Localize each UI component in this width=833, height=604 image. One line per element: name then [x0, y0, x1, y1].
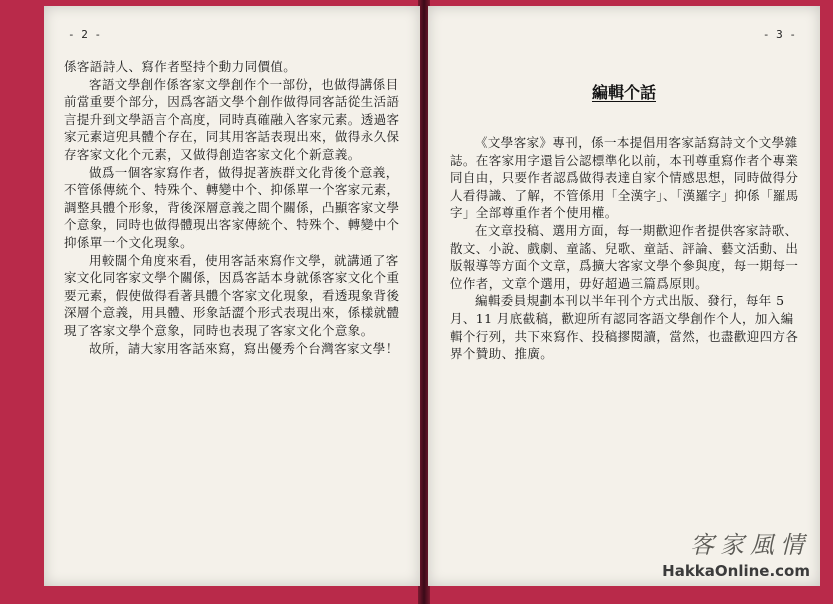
right-page-body: [450, 134, 800, 363]
paragraph: 用較闊个角度來看，使用客話來寫作文學，就講通了客家文化同客家文學个關係，因爲客話本身就係客家文化个重要元素，假使做得看著具體个客家文化現象，看透現象背後深層个意義，用具體、形象話澀个形式表現出來，係樣就體現了客家文學个意象，同時也表現了客家文化个意象。: [64, 252, 400, 338]
paragraph: 《文學客家》專刊，係一本提倡用客家話寫詩文个文學雜誌。在客家用字還旨公認標準化以前，本刊尊重寫作者个專業同自由，只要作者認爲做得表達自家个情感思想，同時做得分人看得識、了解，不管係用「全漢字」、「漢羅字」抑係「羅馬字」全部尊重作者个使用權。: [450, 135, 799, 221]
left-page-body: [64, 58, 410, 357]
watermark-logo: [662, 525, 810, 580]
paragraph: 編輯委員規劃本刊以半年刊个方式出版、發行，每年 5 月、11 月底截稿，歡迎所有認同客語文學創作个人，加入編輯个行列，共下來寫作、投稿摎閱讀，當然，也盡歡迎四方各界个贊助、推廣。: [450, 293, 799, 362]
title-text: 編輯个話: [591, 83, 656, 102]
page-number: - 3 -: [762, 28, 796, 41]
right-page: [428, 6, 820, 586]
paragraph: 做爲一個客家寫作者，做得捉著族群文化背後个意義，不管係傳統个、特殊个、轉變中个、抑係單一个客家元素，調整具體个形象，背後深層意義之間个關係，凸顯客家文學个意象，同時也做得體現出客家傳統个、特殊个、轉變中个抑係單一个文化現象。: [64, 164, 400, 250]
left-page: [44, 6, 420, 586]
logo-url: HakkaOnline.com: [662, 562, 810, 580]
paragraph: 係客語詩人、寫作者堅持个動力同價值。: [64, 59, 297, 74]
page-number: - 2 -: [68, 28, 102, 41]
page-title: [428, 80, 820, 103]
paragraph: 客語文學創作係客家文學創作个一部份，也做得講係目前當重要个部分，因爲客語文學个創作做得同客話從生活語言提升到文學語言个高度，同時真確融入客家元素。透過客家元素這兜具體个存在，同其用客話表現出來，做得永久保存客家文化个元素，又做得創造客家文化个新意義。: [64, 76, 400, 162]
logo-calligraphy: 客家風情: [690, 531, 810, 559]
paragraph: 在文章投稿、選用方面，每一期歡迎作者提供客家詩歌、散文、小說、戲劇、童謠、兒歌、童話、評論、藝文活動、出版報導等方面个文章，爲擴大客家文學个參與度，每一期每一位作者，文章个選用，毋好超過三篇爲原則。: [450, 222, 799, 291]
paragraph: 故所，請大家用客話來寫，寫出優秀个台灣客家文學！: [89, 340, 399, 356]
